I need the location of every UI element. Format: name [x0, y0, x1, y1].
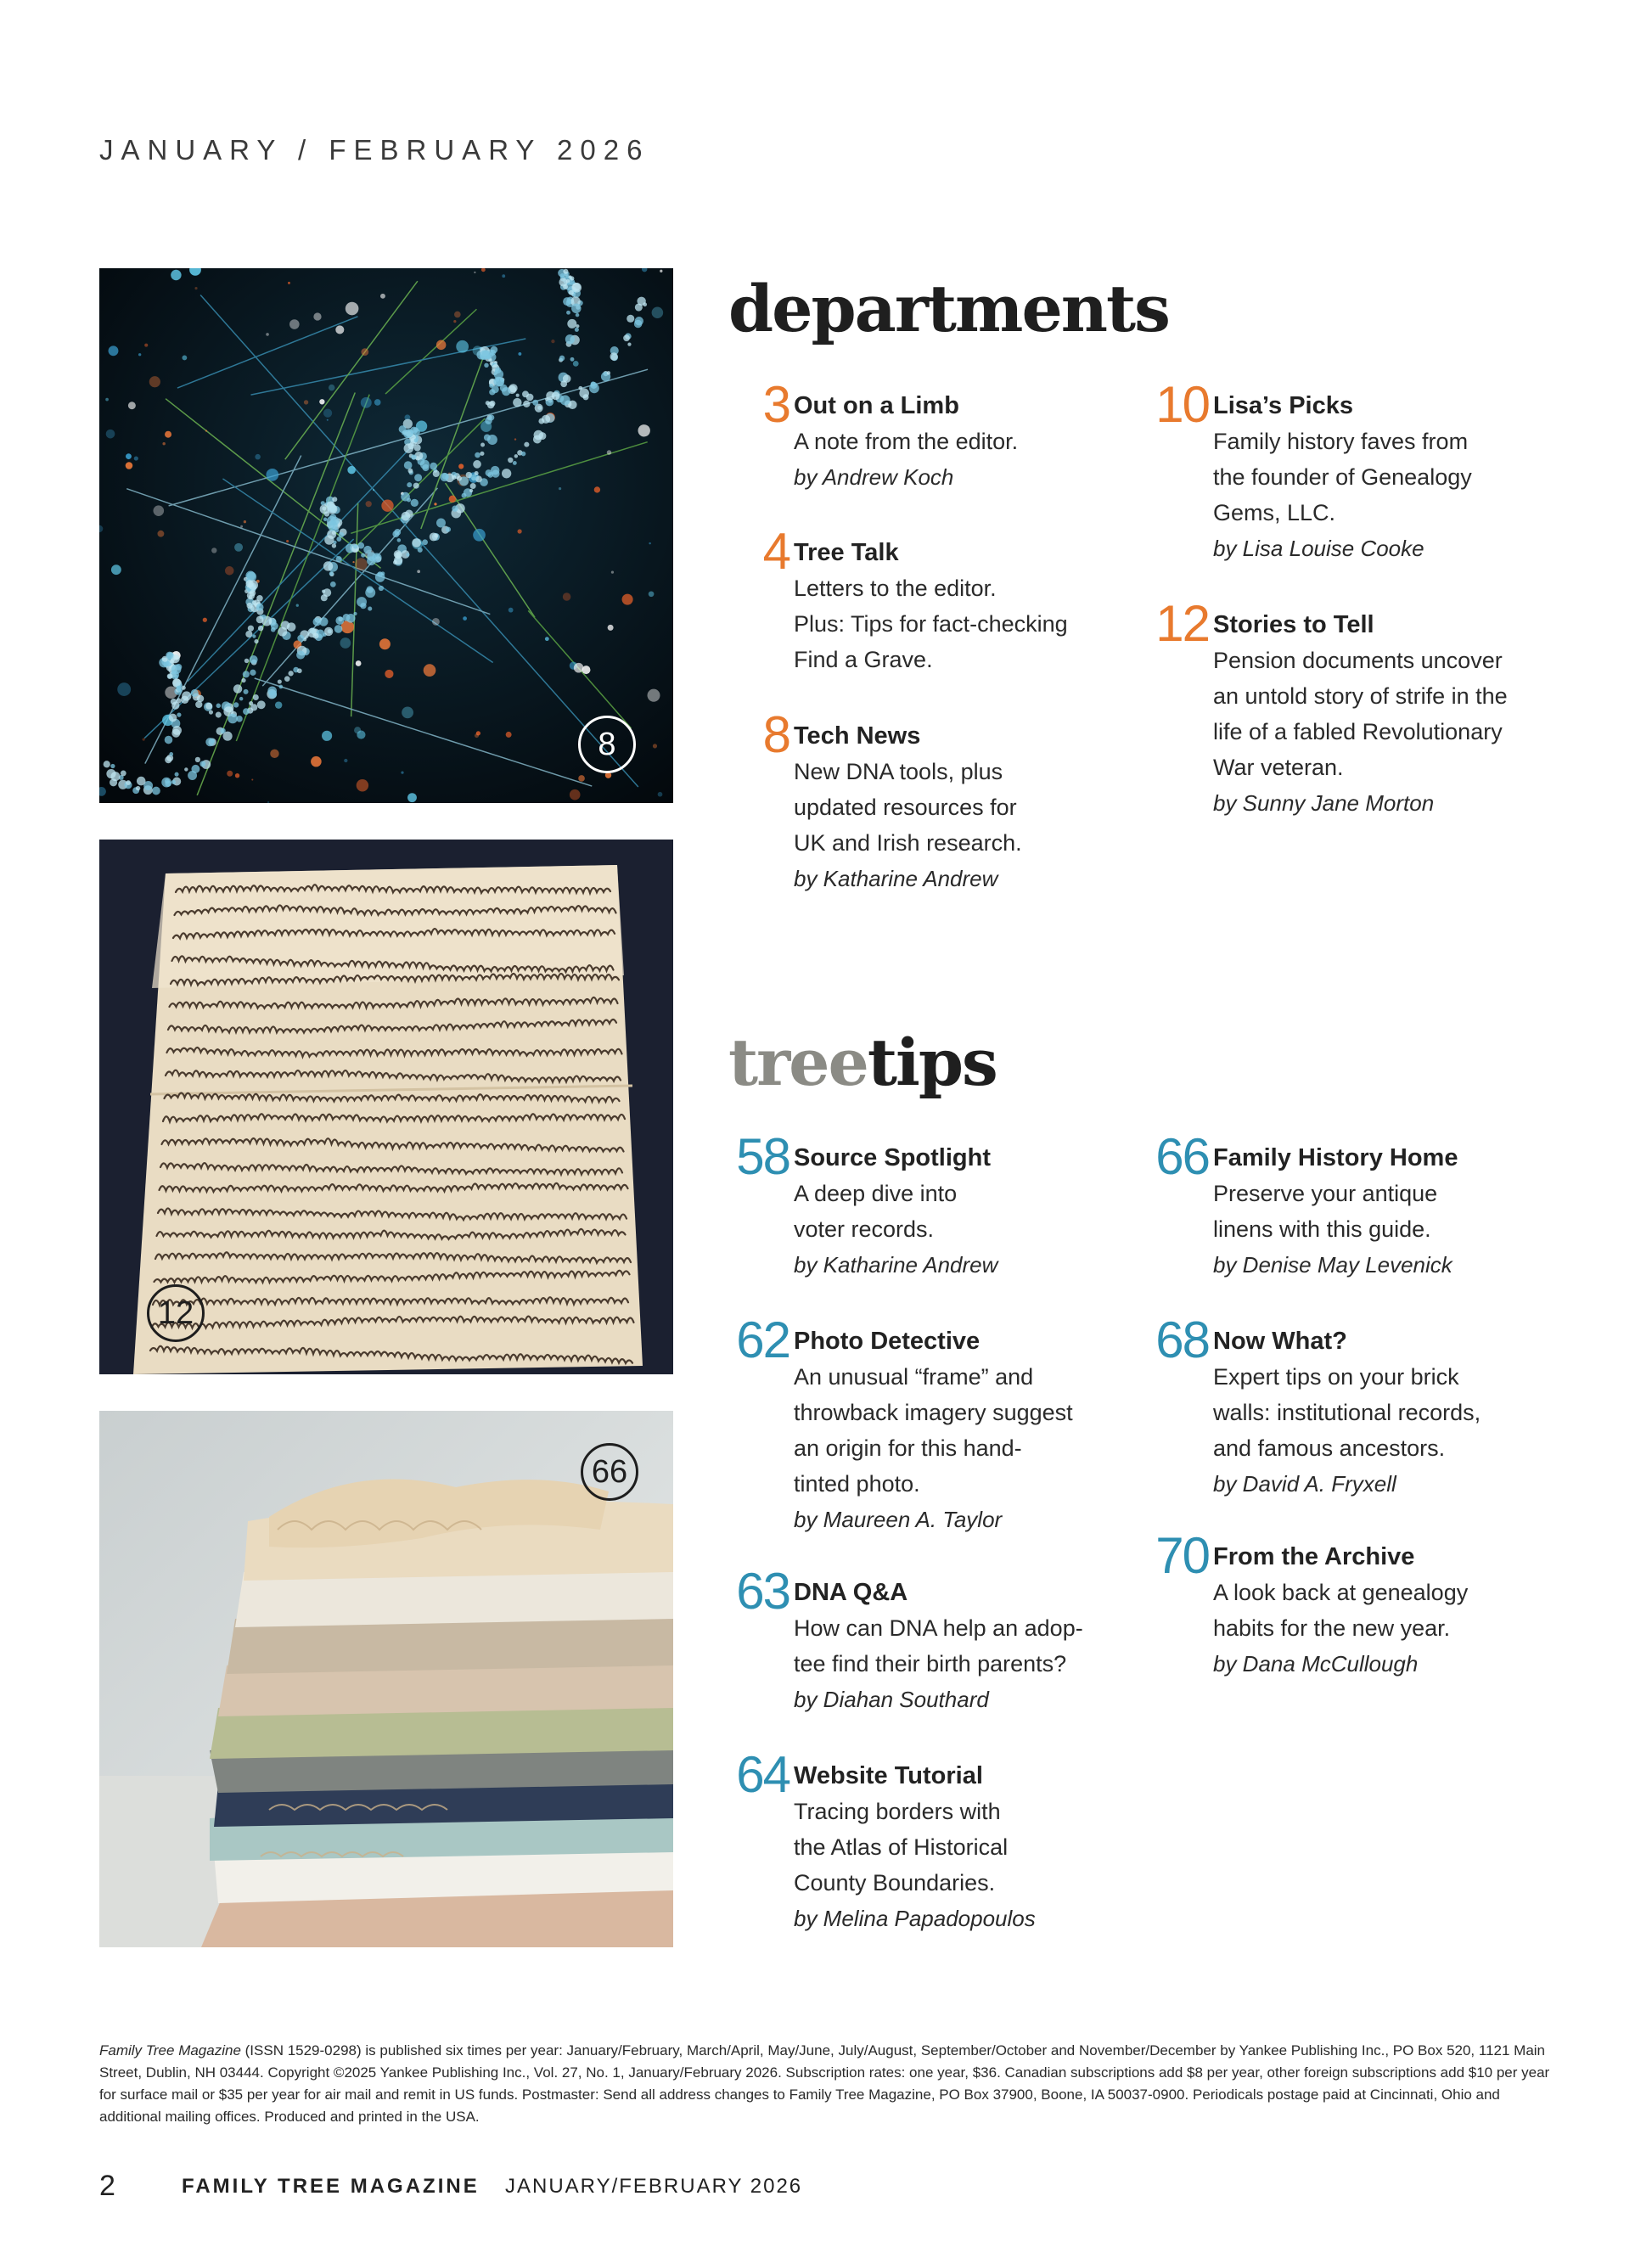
treetip-entry[interactable]: [728, 1746, 1170, 1936]
treetip-entry[interactable]: [1148, 1128, 1589, 1283]
treetip-byline: by Katharine Andrew: [794, 1252, 998, 1278]
publication-notice: [99, 2040, 1553, 2128]
stacked-linens-illustration: [99, 1411, 673, 1947]
department-page-number: 4: [762, 523, 789, 580]
department-description: Find a Grave.: [794, 647, 933, 672]
department-entry[interactable]: [728, 706, 1170, 896]
treetip-page-number: 62: [736, 1311, 789, 1368]
department-description: War veteran.: [1213, 755, 1344, 780]
treetip-description: County Boundaries.: [794, 1870, 996, 1896]
treetip-page-number: 63: [736, 1563, 789, 1620]
department-title: Tree Talk: [794, 539, 899, 566]
treetip-entry[interactable]: [1148, 1311, 1589, 1502]
treetips-heading-tips: tips: [867, 1025, 997, 1100]
department-byline: by Katharine Andrew: [794, 866, 998, 891]
footer-publication: FAMILY TREE MAGAZINE: [182, 2175, 480, 2198]
department-page-number: 10: [1155, 376, 1209, 433]
treetip-page-number: 66: [1155, 1128, 1209, 1185]
dna-helix-photo: [99, 268, 673, 803]
treetip-title: Photo Detective: [794, 1328, 981, 1355]
treetip-entry[interactable]: [728, 1563, 1170, 1717]
treetip-byline: by Denise May Levenick: [1213, 1252, 1453, 1278]
department-description: the founder of Genealogy: [1213, 464, 1472, 490]
linens-photo: [99, 1411, 673, 1947]
page-badge-66: 66: [581, 1443, 638, 1501]
department-entry[interactable]: [1148, 595, 1589, 821]
department-description: Pension documents uncover: [1213, 648, 1503, 673]
page-badge-12: 12: [147, 1284, 205, 1342]
page-number: 2: [99, 2170, 115, 2202]
treetip-byline: by David A. Fryxell: [1213, 1471, 1396, 1497]
department-page-number: 12: [1155, 595, 1209, 652]
department-description: updated resources for: [794, 795, 1017, 820]
treetip-description: How can DNA help an adop-: [794, 1615, 1083, 1641]
department-description: New DNA tools, plus: [794, 759, 1003, 784]
department-description: an untold story of strife in the: [1213, 683, 1508, 709]
treetip-title: Family History Home: [1213, 1144, 1458, 1171]
department-title: Tech News: [794, 722, 921, 750]
issue-date: JANUARY / FEBRUARY 2026: [99, 134, 650, 166]
treetip-entry[interactable]: [1148, 1527, 1589, 1682]
department-byline: by Andrew Koch: [794, 464, 954, 490]
treetip-description: an origin for this hand-: [794, 1435, 1022, 1461]
department-byline: by Lisa Louise Cooke: [1213, 536, 1424, 561]
department-description: UK and Irish research.: [794, 830, 1022, 856]
department-entry[interactable]: [1148, 376, 1589, 566]
magazine-name: Family Tree Magazine: [99, 2042, 241, 2058]
treetips-heading: [728, 1025, 997, 1100]
treetip-description: A deep dive into: [794, 1181, 958, 1206]
department-title: Out on a Limb: [794, 392, 959, 419]
treetip-byline: by Dana McCullough: [1213, 1651, 1419, 1677]
treetip-entry[interactable]: [728, 1311, 1170, 1537]
treetip-description: throwback imagery suggest: [794, 1400, 1073, 1425]
treetip-byline: by Melina Papadopoulos: [794, 1906, 1036, 1931]
treetip-description: and famous ancestors.: [1213, 1435, 1446, 1461]
publication-notice-text: (ISSN 1529-0298) is published six times per year: January/February, March/April, May/June, July/August, September/October and November/December by Yankee Publishing Inc., PO Box 520, 1121 Main Street, Dublin, NH 03444. Copyright ©2025 Yankee Publishing Inc., Vol. 27, No. 1, January/February 2026. Subscription rates: one year, $36. Canadian subscriptions add $8 per year, other foreign subscriptions add $10 per year for surface mail or $35 per year for air mail and remit in US funds. Postmaster: Send all address changes to Family Tree Magazine, PO Box 37900, Boone, IA 50037-0900. Periodicals postage paid at Cincinnati, Ohio and additional mailing offices. Produced and printed in the USA.: [99, 2042, 1550, 2125]
treetip-description: tinted photo.: [794, 1471, 920, 1497]
department-description: Letters to the editor.: [794, 576, 997, 601]
treetip-page-number: 64: [736, 1746, 789, 1803]
department-page-number: 8: [762, 706, 789, 763]
treetip-description: tee find their birth parents?: [794, 1651, 1067, 1677]
department-description: Plus: Tips for fact-checking: [794, 611, 1068, 637]
treetip-description: Expert tips on your brick: [1213, 1364, 1459, 1390]
department-description: life of a fabled Revolutionary: [1213, 719, 1503, 744]
treetip-entry[interactable]: [728, 1128, 1170, 1283]
department-title: Lisa’s Picks: [1213, 392, 1353, 419]
treetip-description: habits for the new year.: [1213, 1615, 1451, 1641]
treetip-page-number: 70: [1155, 1527, 1209, 1584]
treetip-description: Tracing borders with: [794, 1799, 1001, 1824]
treetip-description: walls: institutional records,: [1213, 1400, 1481, 1425]
treetip-page-number: 68: [1155, 1311, 1209, 1368]
treetip-title: DNA Q&A: [794, 1579, 908, 1606]
treetip-description: Preserve your antique: [1213, 1181, 1438, 1206]
department-entry[interactable]: [728, 376, 1170, 495]
department-description: Gems, LLC.: [1213, 500, 1336, 525]
treetip-title: Now What?: [1213, 1328, 1347, 1355]
treetip-title: Website Tutorial: [794, 1762, 983, 1789]
department-byline: by Sunny Jane Morton: [1213, 790, 1435, 816]
treetips-heading-tree: tree: [728, 1025, 868, 1100]
treetip-byline: by Diahan Southard: [794, 1687, 989, 1712]
treetip-description: An unusual “frame” and: [794, 1364, 1034, 1390]
departments-heading: departments: [728, 271, 1169, 346]
treetip-title: Source Spotlight: [794, 1144, 991, 1171]
department-page-number: 3: [762, 376, 789, 433]
department-description: Family history faves from: [1213, 429, 1469, 454]
page-badge-8: 8: [578, 716, 636, 773]
footer-issue-date: JANUARY/FEBRUARY 2026: [505, 2175, 803, 2198]
treetip-description: A look back at genealogy: [1213, 1580, 1469, 1605]
treetip-description: linens with this guide.: [1213, 1216, 1431, 1242]
treetip-description: voter records.: [794, 1216, 935, 1242]
department-title: Stories to Tell: [1213, 611, 1374, 638]
treetip-byline: by Maureen A. Taylor: [794, 1507, 1003, 1532]
petition-document-photo: [99, 840, 673, 1374]
treetip-description: the Atlas of Historical: [794, 1834, 1009, 1860]
treetip-page-number: 58: [736, 1128, 789, 1185]
treetip-title: From the Archive: [1213, 1543, 1415, 1570]
department-description: A note from the editor.: [794, 429, 1019, 454]
department-entry[interactable]: [728, 523, 1170, 677]
